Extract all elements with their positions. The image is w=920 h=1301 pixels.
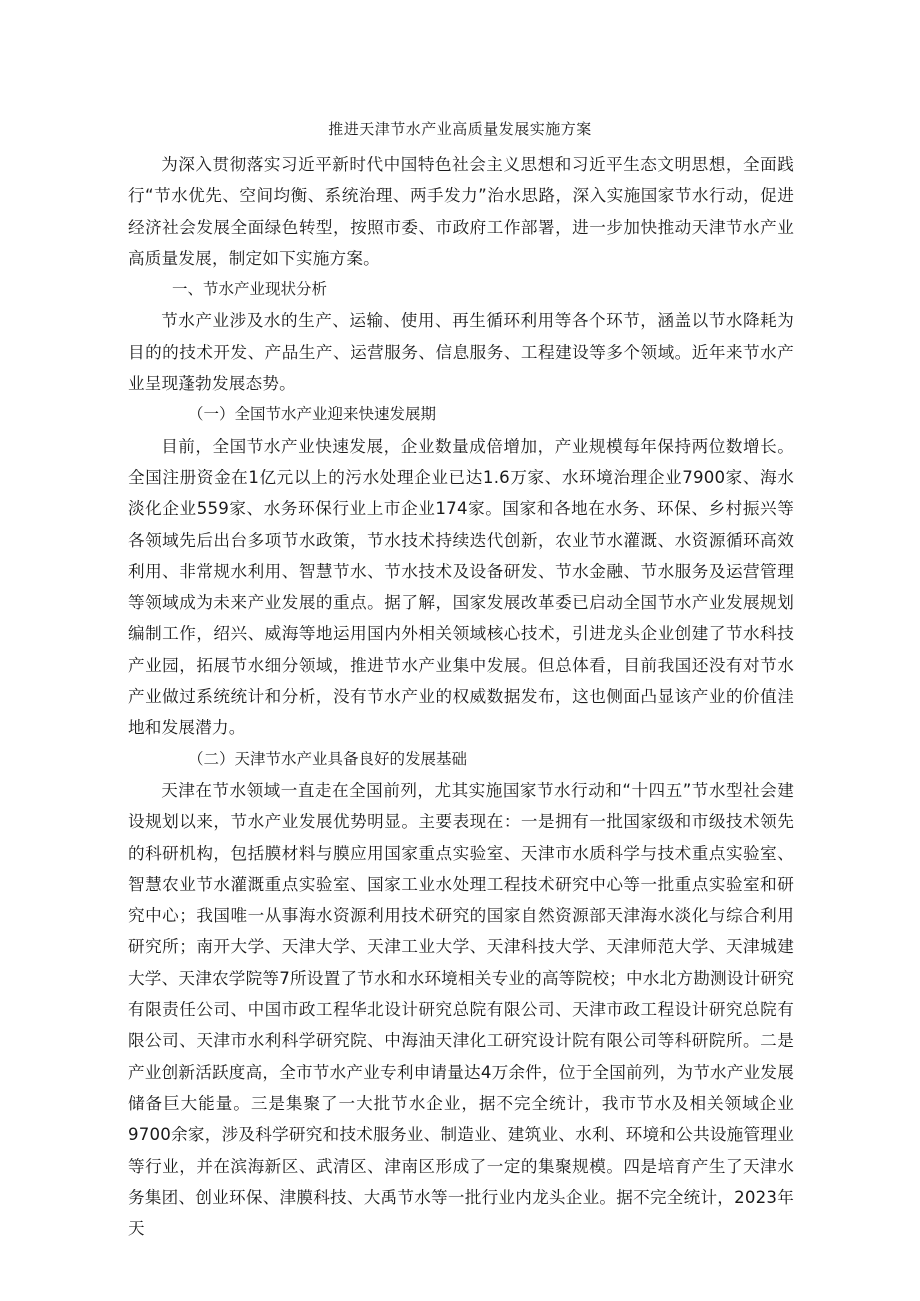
section-1-paragraph: 节水产业涉及水的生产、运输、使用、再生循环利用等各个环节，涵盖以节水降耗为目的的技术开发、产品生产、运营服务、信息服务、工程建设等多个领域。近年来节水产业呈现蓬勃发展态势。 xyxy=(128,311,794,394)
subsection-1-paragraph: 目前，全国节水产业快速发展，企业数量成倍增加，产业规模每年保持两位数增长。全国注册资金在1亿元以上的污水处理企业已达1.6万家、水环境治理企业7900家、海水淡化企业559家、水务环保行业上市企业174家。国家和各地在水务、环保、乡村振兴等各领域先后出台多项节水政策，节水技术持续迭代创新，农业节水灌溉、水资源循环高效利用、非常规水利用、智慧节水、节水技术及设备研发、节水金融、节水服务及运营管理等领域成为未来产业发展的重点。据了解，国家发展改革委已启动全国节水产业发展规划编制工作，绍兴、威海等地运用国内外相关领域核心技术，引进龙头企业创建了节水科技产业园，拓展节水细分领域，推进节水产业集中发展。但总体看，目前我国还没有对节水产业做过系统统计和分析，没有节水产业的权威数据发布，这也侧面凸显该产业的价值洼地和发展潜力。 xyxy=(128,436,794,738)
subsection-heading-2: （二）天津节水产业具备良好的发展基础 xyxy=(188,749,468,768)
document-body xyxy=(128,149,794,1244)
subsection-heading-1: （一）全国节水产业迎来快速发展期 xyxy=(188,405,437,424)
subsection-2-paragraph: 天津在节水领域一直走在全国前列，尤其实施国家节水行动和“十四五”节水型社会建设规划以来，节水产业发展优势明显。主要表现在：一是拥有一批国家级和市级技术领先的科研机构，包括膜材料与膜应用国家重点实验室、天津市水质科学与技术重点实验室、智慧农业节水灌溉重点实验室、国家工业水处理工程技术研究中心等一批重点实验室和研究中心；我国唯一从事海水资源利用技术研究的国家自然资源部天津海水淡化与综合利用研究所；南开大学、天津大学、天津工业大学、天津科技大学、天津师范大学、天津城建大学、天津农学院等7所设置了节水和水环境相关专业的高等院校；中水北方勘测设计研究有限责任公司、中国市政工程华北设计研究总院有限公司、天津市政工程设计研究总院有限公司、天津市水利科学研究院、中海油天津化工研究设计院有限公司等科研院所。二是产业创新活跃度高，全市节水产业专利申请量达4万余件，位于全国前列，为节水产业发展储备巨大能量。三是集聚了一大批节水企业，据不完全统计，我市节水及相关领域企业9700余家，涉及科学研究和技术服务业、制造业、建筑业、水利、环境和公共设施管理业等行业，并在滨海新区、武清区、津南区形成了一定的集聚规模。四是培育产生了天津水务集团、创业环保、津膜科技、大禹节水等一批行业内龙头企业。据不完全统计，2023年天 xyxy=(128,780,794,1239)
section-heading-1: 一、节水产业现状分析 xyxy=(172,280,328,299)
document-title: 推进天津节水产业高质量发展实施方案 xyxy=(328,120,592,138)
intro-paragraph: 为深入贯彻落实习近平新时代中国特色社会主义思想和习近平生态文明思想，全面践行“节水优先、空间均衡、系统治理、两手发力”治水思路，深入实施国家节水行动，促进经济社会发展全面绿色转型，按照市委、市政府工作部署，进一步加快推动天津节水产业高质量发展，制定如下实施方案。 xyxy=(128,155,794,268)
